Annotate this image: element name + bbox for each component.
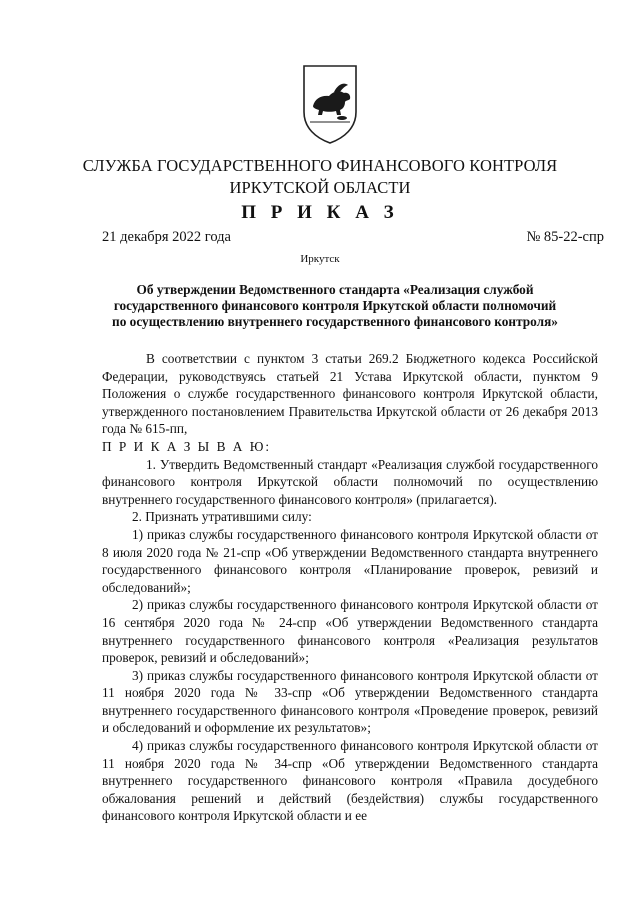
subitem-3-paragraph: 3) приказ службы государственного финансового контроля Иркутской области от 11 ноября 2020 года № 33-спр «Об утверждении Ведомственного стандарта внутреннего государственного финансового контроля «Проведение проверок, ревизий и обследований и оформление их результатов»; (102, 667, 598, 736)
document-date: 21 декабря 2022 года (102, 229, 231, 245)
organization-name-line2: ИРКУТСКОЙ ОБЛАСТИ (229, 178, 411, 197)
item-2-paragraph: 2. Признать утратившими силу: (132, 509, 312, 525)
document-city: Иркутск (300, 253, 340, 265)
order-body (102, 350, 598, 825)
document-number: № 85-22-спр (526, 229, 604, 245)
organization-name-line1: СЛУЖБА ГОСУДАРСТВЕННОГО ФИНАНСОВОГО КОНТРОЛЯ (82, 156, 558, 175)
subitem-1-paragraph: 1) приказ службы государственного финансового контроля Иркутской области от 8 июля 2020 года № 21-спр «Об утверждении Ведомственного стандарта внутреннего государственного финансового контроля «Планирование проверок, ревизий и обследований»; (102, 526, 598, 595)
coat-of-arms-icon (300, 62, 360, 146)
subitem-4-paragraph: 4) приказ службы государственного финансового контроля Иркутской области от 11 ноября 2020 года № 34-спр «Об утверждении Ведомственного стандарта внутреннего государственного финансового контроля «Правила досудебного обжалования решений и действий (бездействия) службы государственного финансового контроля Иркутской области и ее (102, 738, 598, 824)
item-1-paragraph: 1. Утвердить Ведомственный стандарт «Реализация службой государственного финансового контроля Иркутской области полномочий по осуществлению внутреннего государственного финансового контроля» (прилагается). (102, 456, 598, 507)
order-word: П Р И К А З Ы В А Ю: (102, 438, 272, 454)
preamble-paragraph: В соответствии с пунктом 3 статьи 269.2 Бюджетного кодекса Российской Федерации, руководствуясь статьей 21 Устава Иркутской области, пунктом 9 Положения о службе государственного финансового контроля Иркутской области, утвержденного постановлением Правительства Иркутской области от 26 декабря 2013 года № 615-пп, (102, 351, 598, 437)
document-type-title: П Р И К А З (241, 202, 399, 223)
subitem-2-paragraph: 2) приказ службы государственного финансового контроля Иркутской области от 16 сентября 2020 года № 24-спр «Об утверждении Ведомственного стандарта внутреннего государственного финансового контроля «Реализация результатов проверок, ревизий и обследований»; (102, 597, 598, 666)
order-heading: Об утверждении Ведомственного стандарта «Реализация службой государственного финансового контроля Иркутской области полномочий по осуществлению внутреннего государственного финансового контроля» (112, 282, 558, 329)
